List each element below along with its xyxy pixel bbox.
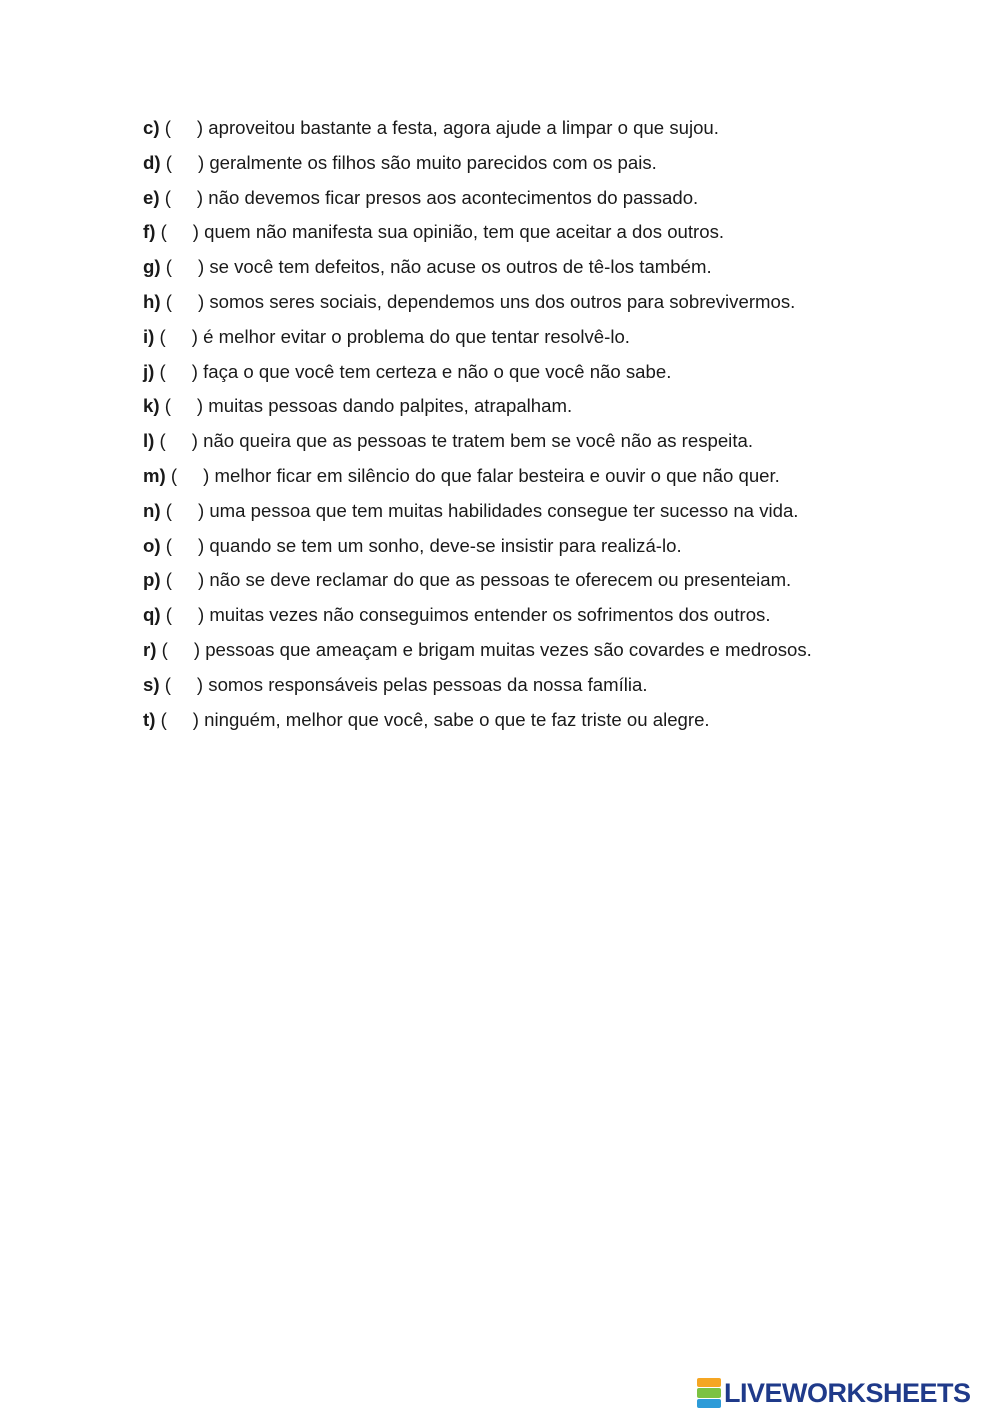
- item-text: pessoas que ameaçam e brigam muitas vezes são covardes e medrosos.: [205, 638, 812, 660]
- item-letter: l): [143, 430, 155, 452]
- exercise-item: [143, 566, 973, 601]
- open-paren: (: [159, 430, 166, 452]
- logo-block-middle: [697, 1388, 721, 1397]
- close-paren: ): [197, 534, 205, 556]
- open-paren: (: [159, 360, 166, 382]
- close-paren: ): [191, 430, 198, 452]
- exercise-item: [143, 184, 973, 219]
- open-paren: (: [165, 290, 172, 312]
- item-text: muitas pessoas dando palpites, atrapalham.: [208, 395, 573, 417]
- item-letter: t): [143, 708, 156, 730]
- exercise-item: [143, 427, 973, 462]
- item-text: faça o que você tem certeza e não o que você não sabe.: [203, 360, 672, 382]
- exercise-item: [143, 497, 973, 532]
- open-paren: (: [165, 499, 172, 521]
- item-letter: k): [143, 395, 160, 417]
- open-paren: (: [160, 708, 167, 730]
- close-paren: ): [191, 360, 198, 382]
- exercise-item: [143, 253, 973, 288]
- open-paren: (: [160, 221, 167, 243]
- open-paren: (: [164, 395, 171, 417]
- liveworksheets-icon: [697, 1378, 721, 1408]
- exercise-item: [143, 218, 973, 253]
- exercise-item: [143, 358, 973, 393]
- exercise-item: [143, 288, 973, 323]
- item-letter: e): [143, 186, 160, 208]
- close-paren: ): [196, 186, 204, 208]
- item-letter: q): [143, 604, 161, 626]
- open-paren: (: [161, 638, 168, 660]
- open-paren: (: [165, 256, 172, 278]
- item-text: muitas vezes não conseguimos entender os sofrimentos dos outros.: [209, 604, 771, 626]
- item-letter: i): [143, 325, 155, 347]
- open-paren: (: [165, 151, 172, 173]
- item-text: ninguém, melhor que você, sabe o que te faz triste ou alegre.: [204, 708, 710, 730]
- item-letter: m): [143, 464, 166, 486]
- item-text: aproveitou bastante a festa, agora ajude a limpar o que sujou.: [208, 117, 719, 138]
- logo-text: LIVEWORKSHEETS: [724, 1378, 971, 1408]
- item-letter: p): [143, 569, 161, 591]
- exercise-item: [143, 323, 973, 358]
- close-paren: ): [191, 325, 198, 347]
- item-text: somos responsáveis pelas pessoas da nossa família.: [208, 673, 648, 695]
- exercise-item: [143, 392, 973, 427]
- close-paren: ): [196, 117, 204, 138]
- item-letter: n): [143, 499, 161, 521]
- close-paren: ): [196, 395, 204, 417]
- close-paren: ): [196, 673, 204, 695]
- item-letter: g): [143, 256, 161, 278]
- close-paren: ): [203, 464, 210, 486]
- exercise-item: [143, 601, 973, 636]
- item-text: quando se tem um sonho, deve-se insistir para realizá-lo.: [209, 534, 682, 556]
- item-text: é melhor evitar o problema do que tentar resolvê-lo.: [203, 325, 630, 347]
- item-letter: c): [143, 117, 160, 138]
- item-text: melhor ficar em silêncio do que falar besteira e ouvir o que não quer.: [214, 464, 780, 486]
- close-paren: ): [197, 290, 205, 312]
- open-paren: (: [165, 604, 172, 626]
- open-paren: (: [165, 569, 172, 591]
- exercise-item: [143, 149, 973, 184]
- item-text: não se deve reclamar do que as pessoas te oferecem ou presenteiam.: [209, 569, 792, 591]
- close-paren: ): [197, 569, 205, 591]
- open-paren: (: [165, 534, 172, 556]
- exercise-item: [143, 706, 973, 741]
- item-letter: j): [143, 360, 155, 382]
- close-paren: ): [197, 604, 205, 626]
- open-paren: (: [164, 186, 171, 208]
- item-letter: f): [143, 221, 156, 243]
- item-text: quem não manifesta sua opinião, tem que aceitar a dos outros.: [204, 221, 725, 243]
- exercise-item: [143, 114, 973, 149]
- open-paren: (: [164, 673, 171, 695]
- item-letter: r): [143, 638, 157, 660]
- item-letter: d): [143, 151, 161, 173]
- logo-block-bottom: [697, 1399, 721, 1408]
- close-paren: ): [193, 638, 201, 660]
- item-letter: h): [143, 290, 161, 312]
- item-text: não devemos ficar presos aos acontecimentos do passado.: [208, 186, 699, 208]
- item-text: não queira que as pessoas te tratem bem se você não as respeita.: [203, 430, 753, 452]
- item-letter: s): [143, 673, 160, 695]
- exercise-item: [143, 671, 973, 706]
- exercise-item: [143, 532, 973, 567]
- open-paren: (: [159, 325, 166, 347]
- item-text: somos seres sociais, dependemos uns dos outros para sobrevivermos.: [209, 290, 796, 312]
- open-paren: (: [170, 464, 178, 486]
- logo-block-top: [697, 1378, 721, 1387]
- exercise-item: [143, 636, 973, 671]
- item-text: uma pessoa que tem muitas habilidades consegue ter sucesso na vida.: [209, 499, 799, 521]
- item-text: geralmente os filhos são muito parecidos com os pais.: [209, 151, 657, 173]
- exercise-item: [143, 462, 973, 497]
- exercise-list: [143, 114, 973, 740]
- open-paren: (: [164, 117, 171, 138]
- close-paren: ): [192, 708, 199, 730]
- close-paren: ): [197, 256, 205, 278]
- close-paren: ): [197, 499, 205, 521]
- item-letter: o): [143, 534, 161, 556]
- close-paren: ): [192, 221, 199, 243]
- close-paren: ): [197, 151, 205, 173]
- item-text: se você tem defeitos, não acuse os outros de tê-los também.: [209, 256, 712, 278]
- liveworksheets-logo: [697, 1376, 993, 1410]
